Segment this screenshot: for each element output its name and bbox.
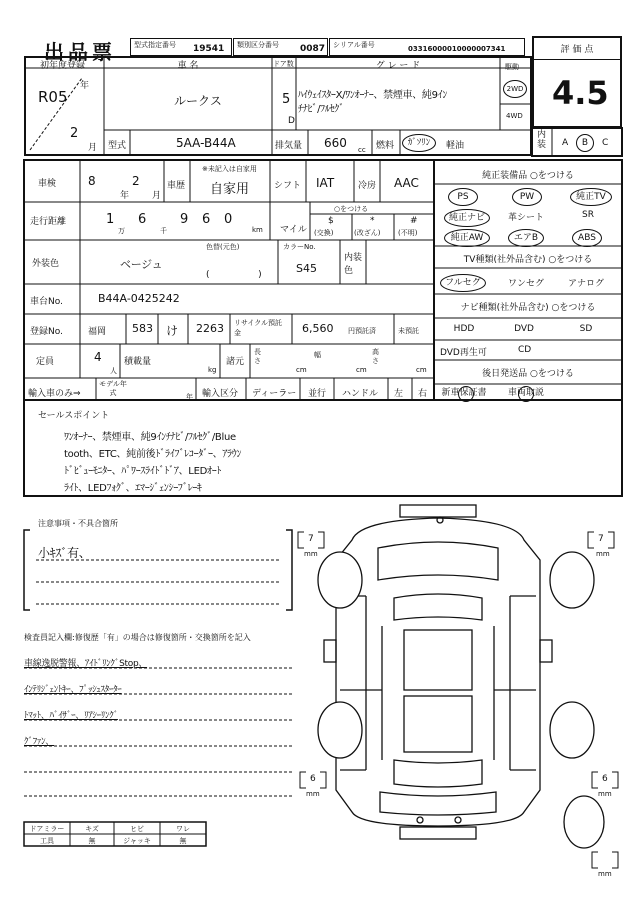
first-reg-month: 2 — [70, 126, 79, 141]
recycle-label: リサイクル預託金 — [234, 319, 283, 337]
interior-b: B — [576, 134, 594, 152]
tools-header: ドアミラー — [29, 825, 65, 833]
sales-title: セールスポイント — [38, 411, 110, 421]
sales-line: ﾜﾝｵｰﾅｰ、禁煙車、純9ｲﾝﾁﾅﾋﾞ/ﾌﾙｾｸﾞ/Blue — [64, 432, 236, 443]
sales-line: tooth、ETC、純前後ﾄﾞﾗｲﾌﾞﾚｺｰﾀﾞｰ、ｱﾗｳﾝ — [64, 449, 242, 460]
navi-dvd: DVD — [514, 324, 534, 334]
height-cm: cm — [416, 366, 427, 374]
capacity-label: 定員 — [36, 357, 55, 367]
cc-unit: cc — [358, 146, 366, 154]
handle-left: 左 — [394, 389, 404, 399]
chassis-value: B44A-0425242 — [98, 292, 180, 305]
exch-label: (交換) — [314, 229, 334, 237]
model-no-value: 19541 — [193, 44, 225, 54]
dims-label: 諸元 — [226, 357, 245, 367]
displacement-value: 660 — [324, 136, 347, 150]
inspector-line: ﾄﾏｯﾄ、ﾊﾞｲｻﾞｰ、ﾘｱｼｰﾘﾝｸﾞ — [24, 711, 118, 721]
ac-label: 冷房 — [358, 181, 377, 191]
interior-c: C — [602, 138, 609, 148]
interior-label: 内装 — [537, 130, 547, 150]
type-label: 型式 — [108, 141, 127, 151]
inspector-title: 検査員記入欄:修復歴「有」の場合は修復箇所・交換箇所を記入 — [24, 633, 251, 642]
color-orig-paren: ( ) — [206, 270, 262, 280]
cd-label: CD — [518, 345, 532, 355]
tools-value: 無 — [88, 837, 96, 845]
tire-fr-value: 7 — [598, 534, 604, 544]
color-label: 外装色 — [32, 259, 60, 269]
first-reg-label: 初年度登録 — [40, 61, 86, 71]
navi-hdd: HDD — [453, 324, 475, 334]
import-dealer: ディーラー — [252, 389, 297, 399]
equip-pw: PW — [512, 188, 542, 206]
later-title: 後日発送品 ○をつける — [482, 369, 574, 379]
len-label: 長さ — [254, 348, 261, 365]
serial-label: シリアル番号 — [333, 41, 375, 49]
shift-label: シフト — [274, 181, 302, 191]
tools-header: ヒビ — [130, 825, 144, 833]
man-unit: 万 — [118, 227, 125, 235]
grade-line2: ﾁﾅﾋﾞ/ﾌﾙｾｸﾞ — [298, 104, 344, 115]
exch-sym: $ — [328, 216, 334, 226]
tv-analog: アナログ — [567, 279, 604, 289]
circle-note: ○をつける — [334, 205, 369, 213]
equip-tv: 純正TV — [570, 188, 612, 206]
tv-oneseg: ワンセグ — [507, 279, 544, 289]
model-year-label: モデル年式 — [99, 380, 127, 397]
equipment-title: 純正装備品 ○をつける — [482, 171, 574, 181]
recycle-value: 6,560 — [302, 322, 334, 335]
first-reg-year: R05 — [38, 88, 68, 106]
later-warranty-circle — [458, 386, 474, 402]
chassis-label: 車台No. — [30, 297, 63, 307]
reg-kana: け — [166, 324, 179, 338]
sen-unit: 千 — [160, 227, 167, 235]
tire-rr-mm: mm — [598, 790, 612, 798]
sales-line: ﾗｲﾄ、LEDﾌｫｸﾞ、ｴﾏｰｼﾞｪﾝｼｰﾌﾞﾚｰｷ — [64, 483, 202, 494]
tv-fullseg: フルセグ — [440, 274, 486, 292]
mileage-digits — [84, 206, 264, 234]
category-value: 0087 — [300, 44, 326, 54]
tv-title: TV種類(社外品含む) ○をつける — [463, 255, 593, 265]
navi-sd: SD — [579, 324, 593, 334]
year-unit: 年 — [80, 81, 90, 91]
inspector-line: 車線逸脱警報、ｱｲﾄﾞﾘﾝｸﾞStop、 — [24, 659, 148, 669]
reg-area: 福岡 — [88, 327, 107, 337]
later-manual-circle — [518, 386, 534, 402]
serial-value: 03316000010000007341 — [408, 45, 506, 53]
equip-navi: 純正ナビ — [444, 209, 490, 227]
grade-line1: ﾊｲｳｪｲｽﾀｰX/ﾜﾝｵｰﾅｰ、禁煙車、純9ｲﾝ — [298, 90, 448, 101]
miles-label: マイル — [280, 225, 307, 235]
notes-line: 小ｷｽﾞ有、 — [38, 546, 91, 560]
shaken-month-unit: 月 — [152, 191, 162, 201]
load-kg: kg — [208, 366, 217, 374]
reg-label: 登録No. — [30, 327, 63, 337]
tools-value: 無 — [179, 837, 187, 845]
equip-leather: 革シート — [507, 213, 544, 223]
handle-label: ハンドル — [342, 389, 379, 399]
mileage-digit: 6 — [138, 212, 147, 227]
mileage-digit: 1 — [106, 212, 115, 227]
tire-rl-value: 6 — [310, 774, 316, 784]
mileage-digit: 9 — [180, 212, 189, 227]
car-name-label: 車 名 — [177, 61, 199, 71]
drive-2wd: 2WD — [503, 80, 527, 98]
inspector-line: ｲﾝﾃﾘｼﾞｪﾝﾄｷｰ、ﾌﾟｯｼｭｽﾀｰﾀｰ — [24, 685, 122, 695]
tools-header: キズ — [85, 825, 99, 833]
color-orig-label: 色替(元色) — [206, 243, 240, 251]
navi-title: ナビ種類(社外品含む) ○をつける — [460, 303, 596, 313]
mileage-digit: 6 — [202, 212, 211, 227]
import-type-label: 輸入区分 — [202, 389, 239, 399]
tire-spare-mm: mm — [598, 870, 612, 878]
import-parallel: 並行 — [308, 389, 327, 399]
alter-label: (改ざん) — [354, 229, 381, 237]
drive-4wd: 4WD — [506, 112, 523, 120]
alter-sym: * — [370, 216, 375, 226]
wheel-rl — [318, 702, 362, 758]
sales-line: ﾄﾞﾋﾞｭｰﾓﾆﾀｰ、ﾊﾟﾜｰｽﾗｲﾄﾞﾄﾞｱ、LEDｵｰﾄ — [64, 466, 222, 477]
interior-a: A — [562, 138, 569, 148]
tire-fl-mm: mm — [304, 550, 318, 558]
shaken-year: 8 — [88, 174, 96, 188]
category-label: 類別区分番号 — [237, 41, 279, 49]
color-no-label: カラーNo. — [283, 243, 316, 251]
wheel-spare — [564, 796, 604, 848]
len-cm: cm — [296, 366, 307, 374]
model-year-unit: 年 — [186, 393, 193, 401]
tools-value: ジャッキ — [123, 837, 151, 845]
unknown-label: (不明) — [398, 229, 418, 237]
wheel-fl — [318, 552, 362, 608]
grade-label: グ レ ー ド — [375, 61, 421, 71]
notes-title: 注意事項・不具合箇所 — [38, 519, 118, 528]
history-label: 車歴 — [167, 181, 186, 191]
tire-rl-mm: mm — [306, 790, 320, 798]
height-label: 高さ — [372, 348, 379, 365]
width-label: 幅 — [314, 351, 321, 359]
recycle-not: 未預託 — [398, 327, 419, 335]
later-manual: 車両取説 — [507, 388, 544, 398]
doors-label: ドア数 — [273, 60, 294, 68]
tools-header: ワレ — [176, 825, 190, 833]
unknown-sym: # — [410, 216, 418, 226]
km-unit: km — [252, 226, 263, 234]
history-value: 自家用 — [210, 182, 250, 197]
capacity-value: 4 — [94, 350, 102, 364]
handle-right: 右 — [418, 389, 428, 399]
shaken-label: 車検 — [38, 179, 57, 189]
equip-aw: 純正AW — [444, 229, 490, 247]
page-title: 出品票 — [44, 40, 116, 64]
doors-value: 5 — [282, 92, 291, 107]
shaken-year-unit: 年 — [120, 191, 130, 201]
drive-label: 駆動 — [505, 63, 519, 71]
model-no-label: 型式指定番号 — [134, 41, 176, 49]
shift-value: IAT — [316, 176, 335, 190]
wheel-rr — [550, 702, 594, 758]
score-label: 評 価 点 — [534, 42, 620, 60]
fuel-gasoline: ｶﾞｿﾘﾝ — [402, 134, 436, 152]
reg-class: 583 — [132, 322, 153, 335]
ac-value: AAC — [394, 176, 419, 190]
history-note: ※未記入は自家用 — [202, 165, 257, 173]
equip-abs: ABS — [572, 229, 602, 247]
wheel-fr — [550, 552, 594, 608]
equip-ps: PS — [448, 188, 478, 206]
color-value: ベージュ — [120, 258, 163, 271]
color-no-value: S45 — [296, 262, 317, 275]
fuel-diesel: 軽油 — [446, 141, 465, 151]
import-label: 輸入車のみ⇒ — [28, 389, 81, 399]
score-value: 4.5 — [552, 74, 609, 112]
dvd-label: DVD再生可 — [440, 348, 487, 358]
reg-number: 2263 — [196, 322, 224, 335]
tools-value: 工具 — [40, 837, 54, 845]
door-d: D — [288, 116, 295, 126]
shaken-month: 2 — [132, 174, 140, 188]
mileage-label: 走行距離 — [30, 217, 67, 227]
inspector-line: ｸﾞﾌｧﾝ、 — [24, 737, 55, 747]
equip-airbag: エアB — [508, 229, 544, 247]
car-name: ルークス — [174, 94, 222, 108]
mileage-digit: 0 — [224, 212, 233, 227]
equip-sr: SR — [582, 210, 594, 220]
car-diagram — [324, 505, 552, 839]
tire-rr-value: 6 — [602, 774, 608, 784]
person-unit: 人 — [110, 367, 117, 375]
int-color-label: 内装色 — [344, 253, 363, 276]
recycle-unit: 円預託済 — [348, 327, 376, 335]
month-unit: 月 — [88, 143, 98, 153]
load-label: 積載量 — [124, 357, 152, 367]
fuel-label: 燃料 — [376, 141, 395, 151]
tire-fl-value: 7 — [308, 534, 314, 544]
later-warranty: 新車保証書 — [441, 388, 487, 398]
displacement-label: 排気量 — [275, 141, 303, 151]
width-cm: cm — [356, 366, 367, 374]
type-value: 5AA-B44A — [176, 136, 236, 150]
tire-fr-mm: mm — [596, 550, 610, 558]
